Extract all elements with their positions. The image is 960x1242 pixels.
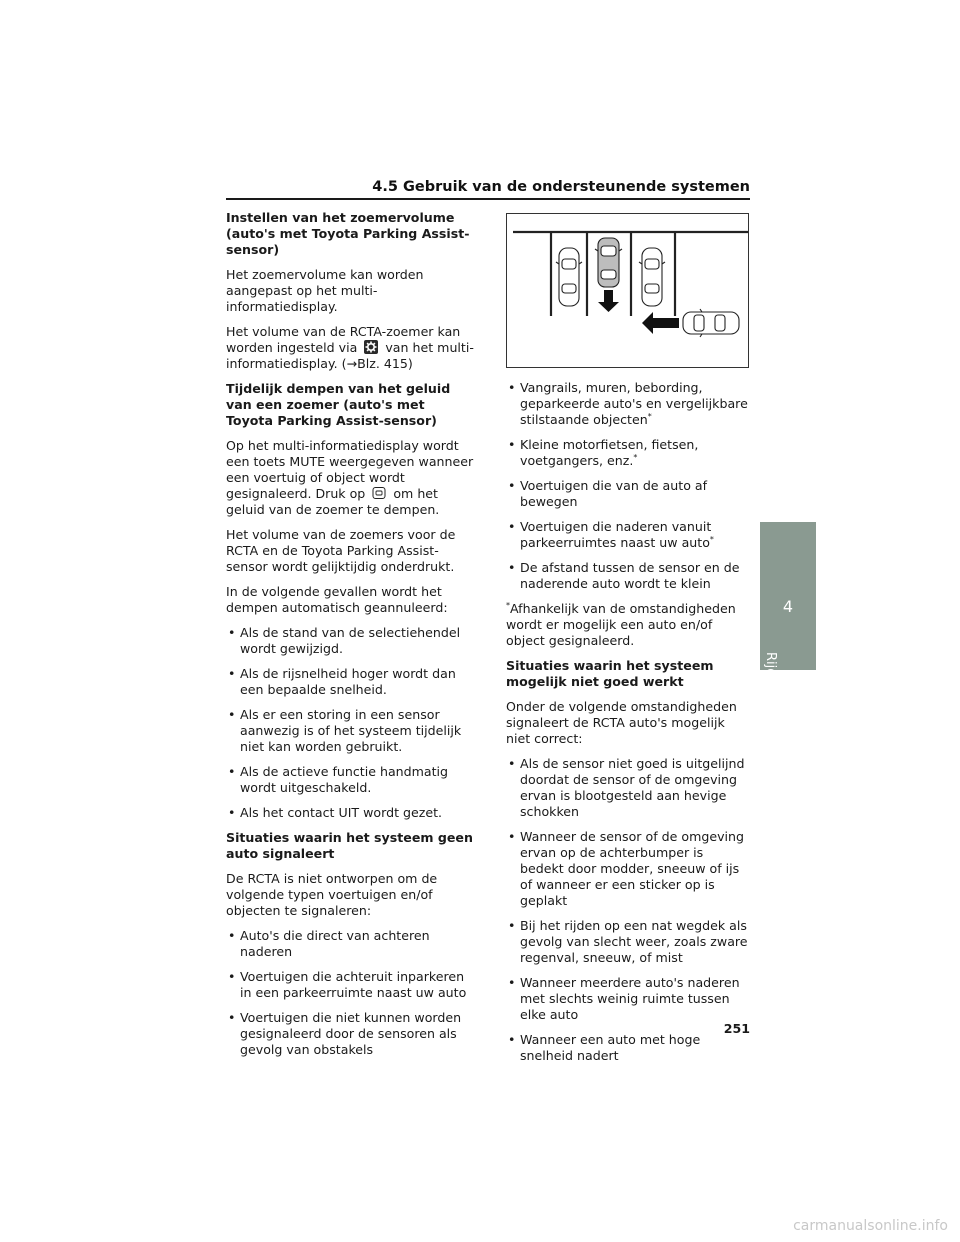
mute-key-icon [372,486,386,500]
list-item: • Als het contact UIT wordt gezet. [226,805,474,821]
parking-diagram [506,213,749,368]
paragraph-mute: Op het multi-informatiedisplay wordt een toets MUTE weergegeven wanneer een voertuig of object wordt gesignaleerd. Druk op om het geluid van de zoemer te dempen. [226,438,474,517]
list-item: • Vangrails, muren, bebording, geparkeerde auto's en vergelijkbare stilstaande objecten* [506,380,750,428]
cancel-conditions-list [226,625,474,821]
approaching-car-icon [683,309,739,337]
paragraph: Het volume van de zoemers voor de RCTA en de Toyota Parking Assist-sensor wordt gelijktijdig onderdrukt. [226,527,456,574]
paragraph: In de volgende gevallen wordt het dempen automatisch geannuleerd: [226,584,448,615]
list-item: • Voertuigen die naderen vanuit parkeerruimtes naast uw auto* [506,519,750,551]
heading-not-detected: Situaties waarin het systeem geen auto signaleert [226,830,473,861]
right-column [506,380,750,1073]
list-item: • Als de stand van de selectiehendel wordt gewijzigd. [226,625,474,657]
list-item: • Auto's die direct van achteren naderen [226,928,474,960]
gear-icon [364,340,378,354]
heading-mute: Tijdelijk dempen van het geluid van een zoemer (auto's met Toyota Parking Assist-sensor) [226,381,451,428]
malfunction-list [506,756,750,1064]
parking-lines [513,232,748,316]
heading-malfunction: Situaties waarin het systeem mogelijk niet goed werkt [506,658,714,689]
not-detected-list [226,928,474,1058]
list-item: • Wanneer een auto met hoge snelheid nadert [506,1032,750,1064]
footnote-mark: * [709,534,714,544]
left-column [226,210,474,1067]
list-item: • Wanneer de sensor of de omgeving ervan op de achterbumper is bedekt door modder, sneeuw of ijs of wanneer er een sticker op is geplakt [506,829,750,909]
list-item: • Wanneer meerdere auto's naderen met slechts weinig ruimte tussen elke auto [506,975,750,1023]
paragraph-settings: Het volume van de RCTA-zoemer kan worden ingesteld via van het multi-informatiedisplay. (→Blz. 415) [226,324,474,371]
footnote: *Afhankelijk van de omstandigheden wordt er mogelijk een auto en/of object gesignaleerd. [506,600,736,648]
list-item: • Kleine motorfietsen, fietsen, voetgangers, enz.* [506,437,750,469]
section-header: 4.5 Gebruik van de ondersteunende systemen [372,179,750,195]
list-item: • Bij het rijden op een nat wegdek als gevolg van slecht weer, zoals zware regenval, sneeuw, of mist [506,918,750,966]
list-item: • Als de sensor niet goed is uitgelijnd doordat de sensor of de omgeving ervan is blootgesteld aan hevige schokken [506,756,750,820]
list-item: • Als er een storing in een sensor aanwezig is of het systeem tijdelijk niet kan worden gebruikt. [226,707,474,755]
chapter-number: 4 [782,597,794,616]
page-number: 251 [723,1021,750,1036]
heading-buzzer-volume: Instellen van het zoemervolume (auto's met Toyota Parking Assist-sensor) [226,210,470,257]
chapter-label: Rijden [763,652,778,693]
paragraph: De RCTA is niet ontworpen om de volgende typen voertuigen en/of objecten te signaleren: [226,871,438,918]
footnote-mark: * [633,452,638,462]
list-item: • Als de actieve functie handmatig wordt uitgeschakeld. [226,764,474,796]
chapter-tab [760,522,816,670]
header-rule [226,198,750,200]
approach-arrow-icon [642,312,679,334]
list-item: • Voertuigen die niet kunnen worden gesignaleerd door de sensoren als gevolg van obstakels [226,1010,474,1058]
list-item: • Voertuigen die achteruit inparkeren in een parkeerruimte naast uw auto [226,969,474,1001]
paragraph: Het zoemervolume kan worden aangepast op het multi-informatiedisplay. [226,267,424,314]
footnote-mark: * [647,411,652,421]
watermark: carmanualsonline.info [793,1218,948,1234]
reverse-arrow-icon [598,290,619,312]
car-icon [639,248,665,306]
list-item: • Als de rijsnelheid hoger wordt dan een bepaalde snelheid. [226,666,474,698]
not-detected-list-continued [506,380,750,592]
list-item: • De afstand tussen de sensor en de naderende auto wordt te klein [506,560,750,592]
paragraph: Onder de volgende omstandigheden signaleert de RCTA auto's mogelijk niet correct: [506,699,737,746]
footnote-mark: * [506,600,510,610]
list-item: • Voertuigen die van de auto af bewegen [506,478,750,510]
car-icon [556,248,582,306]
own-car-icon [595,238,622,287]
